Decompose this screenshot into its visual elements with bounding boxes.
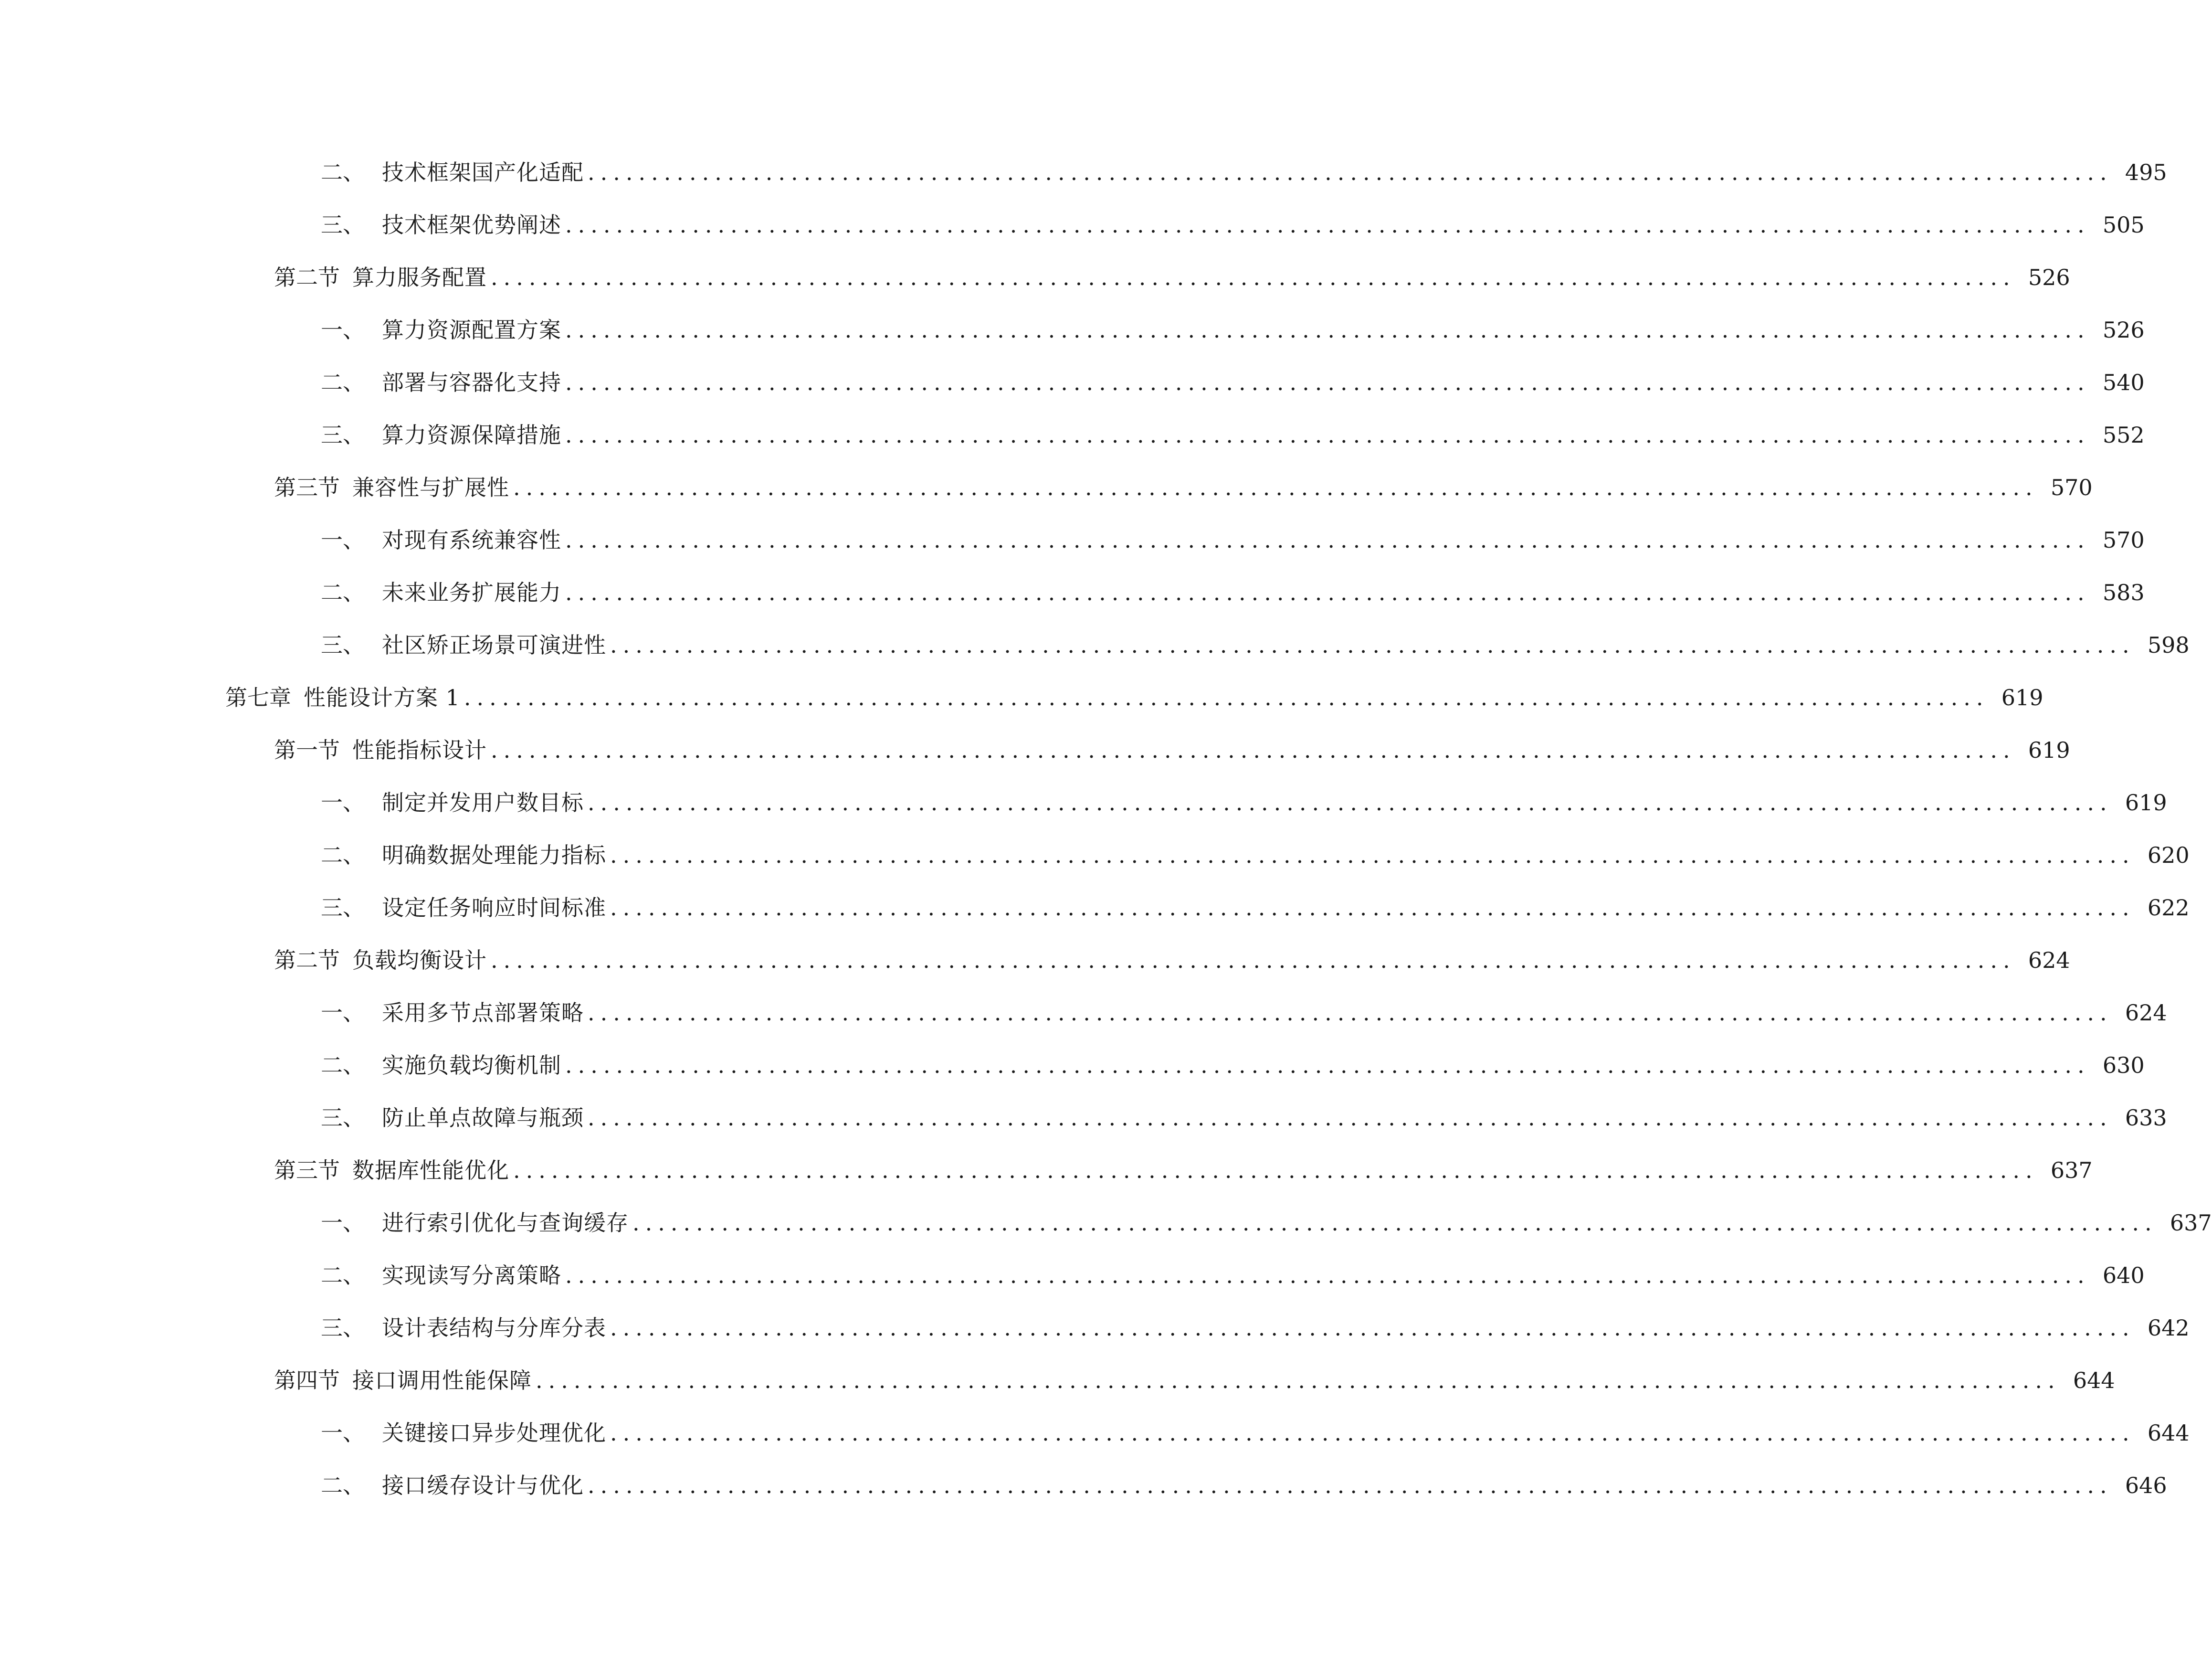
toc-entry-number: 二、 bbox=[321, 1052, 365, 1078]
toc-entry[interactable] bbox=[0, 408, 2145, 461]
toc-entry-number: 一、 bbox=[321, 790, 365, 816]
toc-entry-page-number: 526 bbox=[2102, 317, 2145, 343]
toc-entry-title: 技术框架国产化适配 bbox=[382, 159, 584, 185]
toc-entry-title: 性能设计方案 1 bbox=[304, 685, 460, 710]
toc-dot-leader: ........................................................................................................................ bbox=[491, 265, 2016, 290]
toc-dot-leader: ........................................................................................................................ bbox=[565, 370, 2090, 395]
toc-dot-leader: ........................................................................................................................ bbox=[588, 1473, 2113, 1498]
toc-dot-leader: ........................................................................................................................ bbox=[588, 1000, 2113, 1026]
toc-entry-number: 第七章 bbox=[225, 685, 291, 710]
toc-entry-title: 进行索引优化与查询缓存 bbox=[382, 1210, 629, 1236]
toc-entry-title: 制定并发用户数目标 bbox=[382, 790, 584, 816]
toc-dot-leader: ........................................................................................................................ bbox=[565, 580, 2090, 605]
toc-entry[interactable] bbox=[0, 198, 2145, 251]
toc-entry-number: 第三节 bbox=[274, 1157, 340, 1183]
toc-entry-number: 三、 bbox=[321, 1105, 365, 1131]
toc-entry-title: 接口缓存设计与优化 bbox=[382, 1473, 584, 1498]
toc-entry[interactable] bbox=[0, 1196, 2212, 1249]
toc-entry[interactable] bbox=[0, 933, 2070, 986]
toc-dot-leader: ........................................................................................................................ bbox=[610, 842, 2135, 868]
toc-entry[interactable] bbox=[0, 1091, 2167, 1144]
toc-dot-leader: ........................................................................................................................ bbox=[565, 1052, 2090, 1078]
toc-entry-title: 设计表结构与分库分表 bbox=[382, 1315, 606, 1341]
toc-entry-number: 一、 bbox=[321, 1000, 365, 1026]
toc-entry-number: 第四节 bbox=[274, 1368, 340, 1393]
toc-entry-number: 一、 bbox=[321, 317, 365, 343]
toc-entry[interactable] bbox=[0, 618, 2190, 671]
toc-entry[interactable] bbox=[0, 776, 2167, 828]
toc-entry-title: 接口调用性能保障 bbox=[352, 1368, 532, 1393]
toc-dot-leader: ........................................................................................................................ bbox=[565, 422, 2090, 448]
toc-entry-title: 部署与容器化支持 bbox=[382, 370, 561, 395]
toc-entry-number: 三、 bbox=[321, 212, 365, 238]
toc-entry-page-number: 619 bbox=[2028, 737, 2070, 763]
toc-entry-page-number: 598 bbox=[2147, 632, 2190, 658]
toc-entry[interactable] bbox=[0, 1354, 2115, 1406]
toc-entry[interactable] bbox=[0, 1459, 2167, 1511]
toc-entry-number: 二、 bbox=[321, 370, 365, 395]
toc-entry-number: 二、 bbox=[321, 1262, 365, 1288]
toc-entry-number: 二、 bbox=[321, 159, 365, 185]
toc-entry-title: 采用多节点部署策略 bbox=[382, 1000, 584, 1026]
toc-dot-leader: ........................................................................................................................ bbox=[588, 1105, 2113, 1131]
toc-entry-number: 第二节 bbox=[274, 265, 340, 290]
toc-entry-page-number: 644 bbox=[2147, 1420, 2190, 1446]
toc-dot-leader: ........................................................................................................................ bbox=[565, 317, 2090, 343]
toc-entry-page-number: 642 bbox=[2147, 1315, 2190, 1341]
toc-dot-leader: ........................................................................................................................ bbox=[513, 475, 2038, 500]
toc-entry[interactable] bbox=[0, 251, 2070, 303]
toc-entry-page-number: 552 bbox=[2102, 422, 2145, 448]
toc-dot-leader: ........................................................................................................................ bbox=[565, 1262, 2090, 1288]
toc-entry-page-number: 570 bbox=[2050, 475, 2093, 500]
toc-entry-title: 关键接口异步处理优化 bbox=[382, 1420, 606, 1446]
toc-entry-title: 社区矫正场景可演进性 bbox=[382, 632, 606, 658]
toc-entry[interactable] bbox=[0, 303, 2145, 356]
toc-entry-page-number: 624 bbox=[2028, 947, 2070, 973]
toc-entry-page-number: 619 bbox=[2001, 685, 2043, 710]
toc-entry-title: 算力资源保障措施 bbox=[382, 422, 561, 448]
toc-dot-leader: ........................................................................................................................ bbox=[565, 212, 2090, 238]
toc-entry-page-number: 540 bbox=[2102, 370, 2145, 395]
toc-entry-page-number: 637 bbox=[2170, 1210, 2212, 1236]
toc-entry[interactable] bbox=[0, 356, 2145, 408]
toc-entry-page-number: 526 bbox=[2028, 265, 2070, 290]
toc-entry-number: 三、 bbox=[321, 1315, 365, 1341]
toc-entry-page-number: 624 bbox=[2125, 1000, 2167, 1026]
toc-entry[interactable] bbox=[0, 1144, 2093, 1196]
toc-entry-page-number: 570 bbox=[2102, 527, 2145, 553]
toc-dot-leader: ........................................................................................................................ bbox=[610, 632, 2135, 658]
toc-entry-title: 技术框架优势阐述 bbox=[382, 212, 561, 238]
toc-entry-number: 第二节 bbox=[274, 947, 340, 973]
toc-dot-leader: ........................................................................................................................ bbox=[610, 1420, 2135, 1446]
toc-entry-title: 未来业务扩展能力 bbox=[382, 580, 561, 605]
toc-entry[interactable] bbox=[0, 1406, 2190, 1459]
toc-entry-title: 实施负载均衡机制 bbox=[382, 1052, 561, 1078]
toc-dot-leader: ........................................................................................................................ bbox=[565, 527, 2090, 553]
toc-entry-number: 一、 bbox=[321, 1420, 365, 1446]
toc-dot-leader: ........................................................................................................................ bbox=[610, 1315, 2135, 1341]
toc-entry[interactable] bbox=[0, 1249, 2145, 1301]
toc-entry-title: 明确数据处理能力指标 bbox=[382, 842, 606, 868]
toc-entry-page-number: 622 bbox=[2147, 895, 2190, 921]
toc-dot-leader: ........................................................................................................................ bbox=[491, 947, 2016, 973]
toc-entry-number: 二、 bbox=[321, 580, 365, 605]
toc-entry-page-number: 619 bbox=[2125, 790, 2167, 816]
toc-entry-number: 三、 bbox=[321, 632, 365, 658]
toc-entry-number: 第一节 bbox=[274, 737, 340, 763]
toc-entry-page-number: 644 bbox=[2073, 1368, 2115, 1393]
toc-entry[interactable] bbox=[0, 881, 2190, 933]
toc-entry[interactable] bbox=[0, 671, 2043, 723]
toc-entry[interactable] bbox=[0, 461, 2093, 513]
toc-entry-title: 性能指标设计 bbox=[352, 737, 487, 763]
toc-entry-page-number: 630 bbox=[2102, 1052, 2145, 1078]
toc-entry[interactable] bbox=[0, 828, 2190, 881]
toc-entry[interactable] bbox=[0, 513, 2145, 566]
toc-entry-page-number: 640 bbox=[2102, 1262, 2145, 1288]
toc-entry-page-number: 646 bbox=[2125, 1473, 2167, 1498]
toc-entry-title: 数据库性能优化 bbox=[352, 1157, 509, 1183]
toc-dot-leader: ........................................................................................................................ bbox=[491, 737, 2016, 763]
toc-entry-title: 设定任务响应时间标准 bbox=[382, 895, 606, 921]
toc-entry[interactable] bbox=[0, 1039, 2145, 1091]
toc-entry-number: 第三节 bbox=[274, 475, 340, 500]
toc-entry-number: 二、 bbox=[321, 1473, 365, 1498]
toc-entry-number: 三、 bbox=[321, 422, 365, 448]
toc-entry[interactable] bbox=[0, 566, 2145, 618]
toc-entry-page-number: 620 bbox=[2147, 842, 2190, 868]
toc-entry-number: 一、 bbox=[321, 1210, 365, 1236]
toc-entry-title: 兼容性与扩展性 bbox=[352, 475, 509, 500]
toc-entry[interactable] bbox=[0, 986, 2167, 1039]
toc-entry-title: 负载均衡设计 bbox=[352, 947, 487, 973]
toc-entry-number: 一、 bbox=[321, 527, 365, 553]
toc-entry-title: 实现读写分离策略 bbox=[382, 1262, 561, 1288]
toc-entry[interactable] bbox=[0, 146, 2167, 198]
toc-entry-page-number: 495 bbox=[2125, 159, 2167, 185]
toc-dot-leader: ........................................................................................................................ bbox=[610, 895, 2135, 921]
toc-entry-page-number: 637 bbox=[2050, 1157, 2093, 1183]
toc-entry-title: 算力资源配置方案 bbox=[382, 317, 561, 343]
toc-entry-title: 对现有系统兼容性 bbox=[382, 527, 561, 553]
toc-entry[interactable] bbox=[0, 723, 2070, 776]
toc-entry[interactable] bbox=[0, 1301, 2190, 1354]
toc-entry-title: 防止单点故障与瓶颈 bbox=[382, 1105, 584, 1131]
toc-dot-leader: ........................................................................................................................ bbox=[536, 1368, 2061, 1393]
toc-dot-leader: ........................................................................................................................ bbox=[588, 159, 2113, 185]
toc-entry-number: 三、 bbox=[321, 895, 365, 921]
toc-entry-number: 二、 bbox=[321, 842, 365, 868]
toc-dot-leader: ........................................................................................................................ bbox=[513, 1157, 2038, 1183]
toc-entry-page-number: 505 bbox=[2102, 212, 2145, 238]
toc-entry-title: 算力服务配置 bbox=[352, 265, 487, 290]
toc-entry-page-number: 633 bbox=[2125, 1105, 2167, 1131]
toc-dot-leader: ........................................................................................................................ bbox=[632, 1210, 2158, 1236]
table-of-contents bbox=[0, 146, 2212, 1511]
toc-entry-page-number: 583 bbox=[2102, 580, 2145, 605]
toc-dot-leader: ........................................................................................................................ bbox=[588, 790, 2113, 816]
toc-dot-leader: ........................................................................................................................ bbox=[463, 685, 1989, 710]
